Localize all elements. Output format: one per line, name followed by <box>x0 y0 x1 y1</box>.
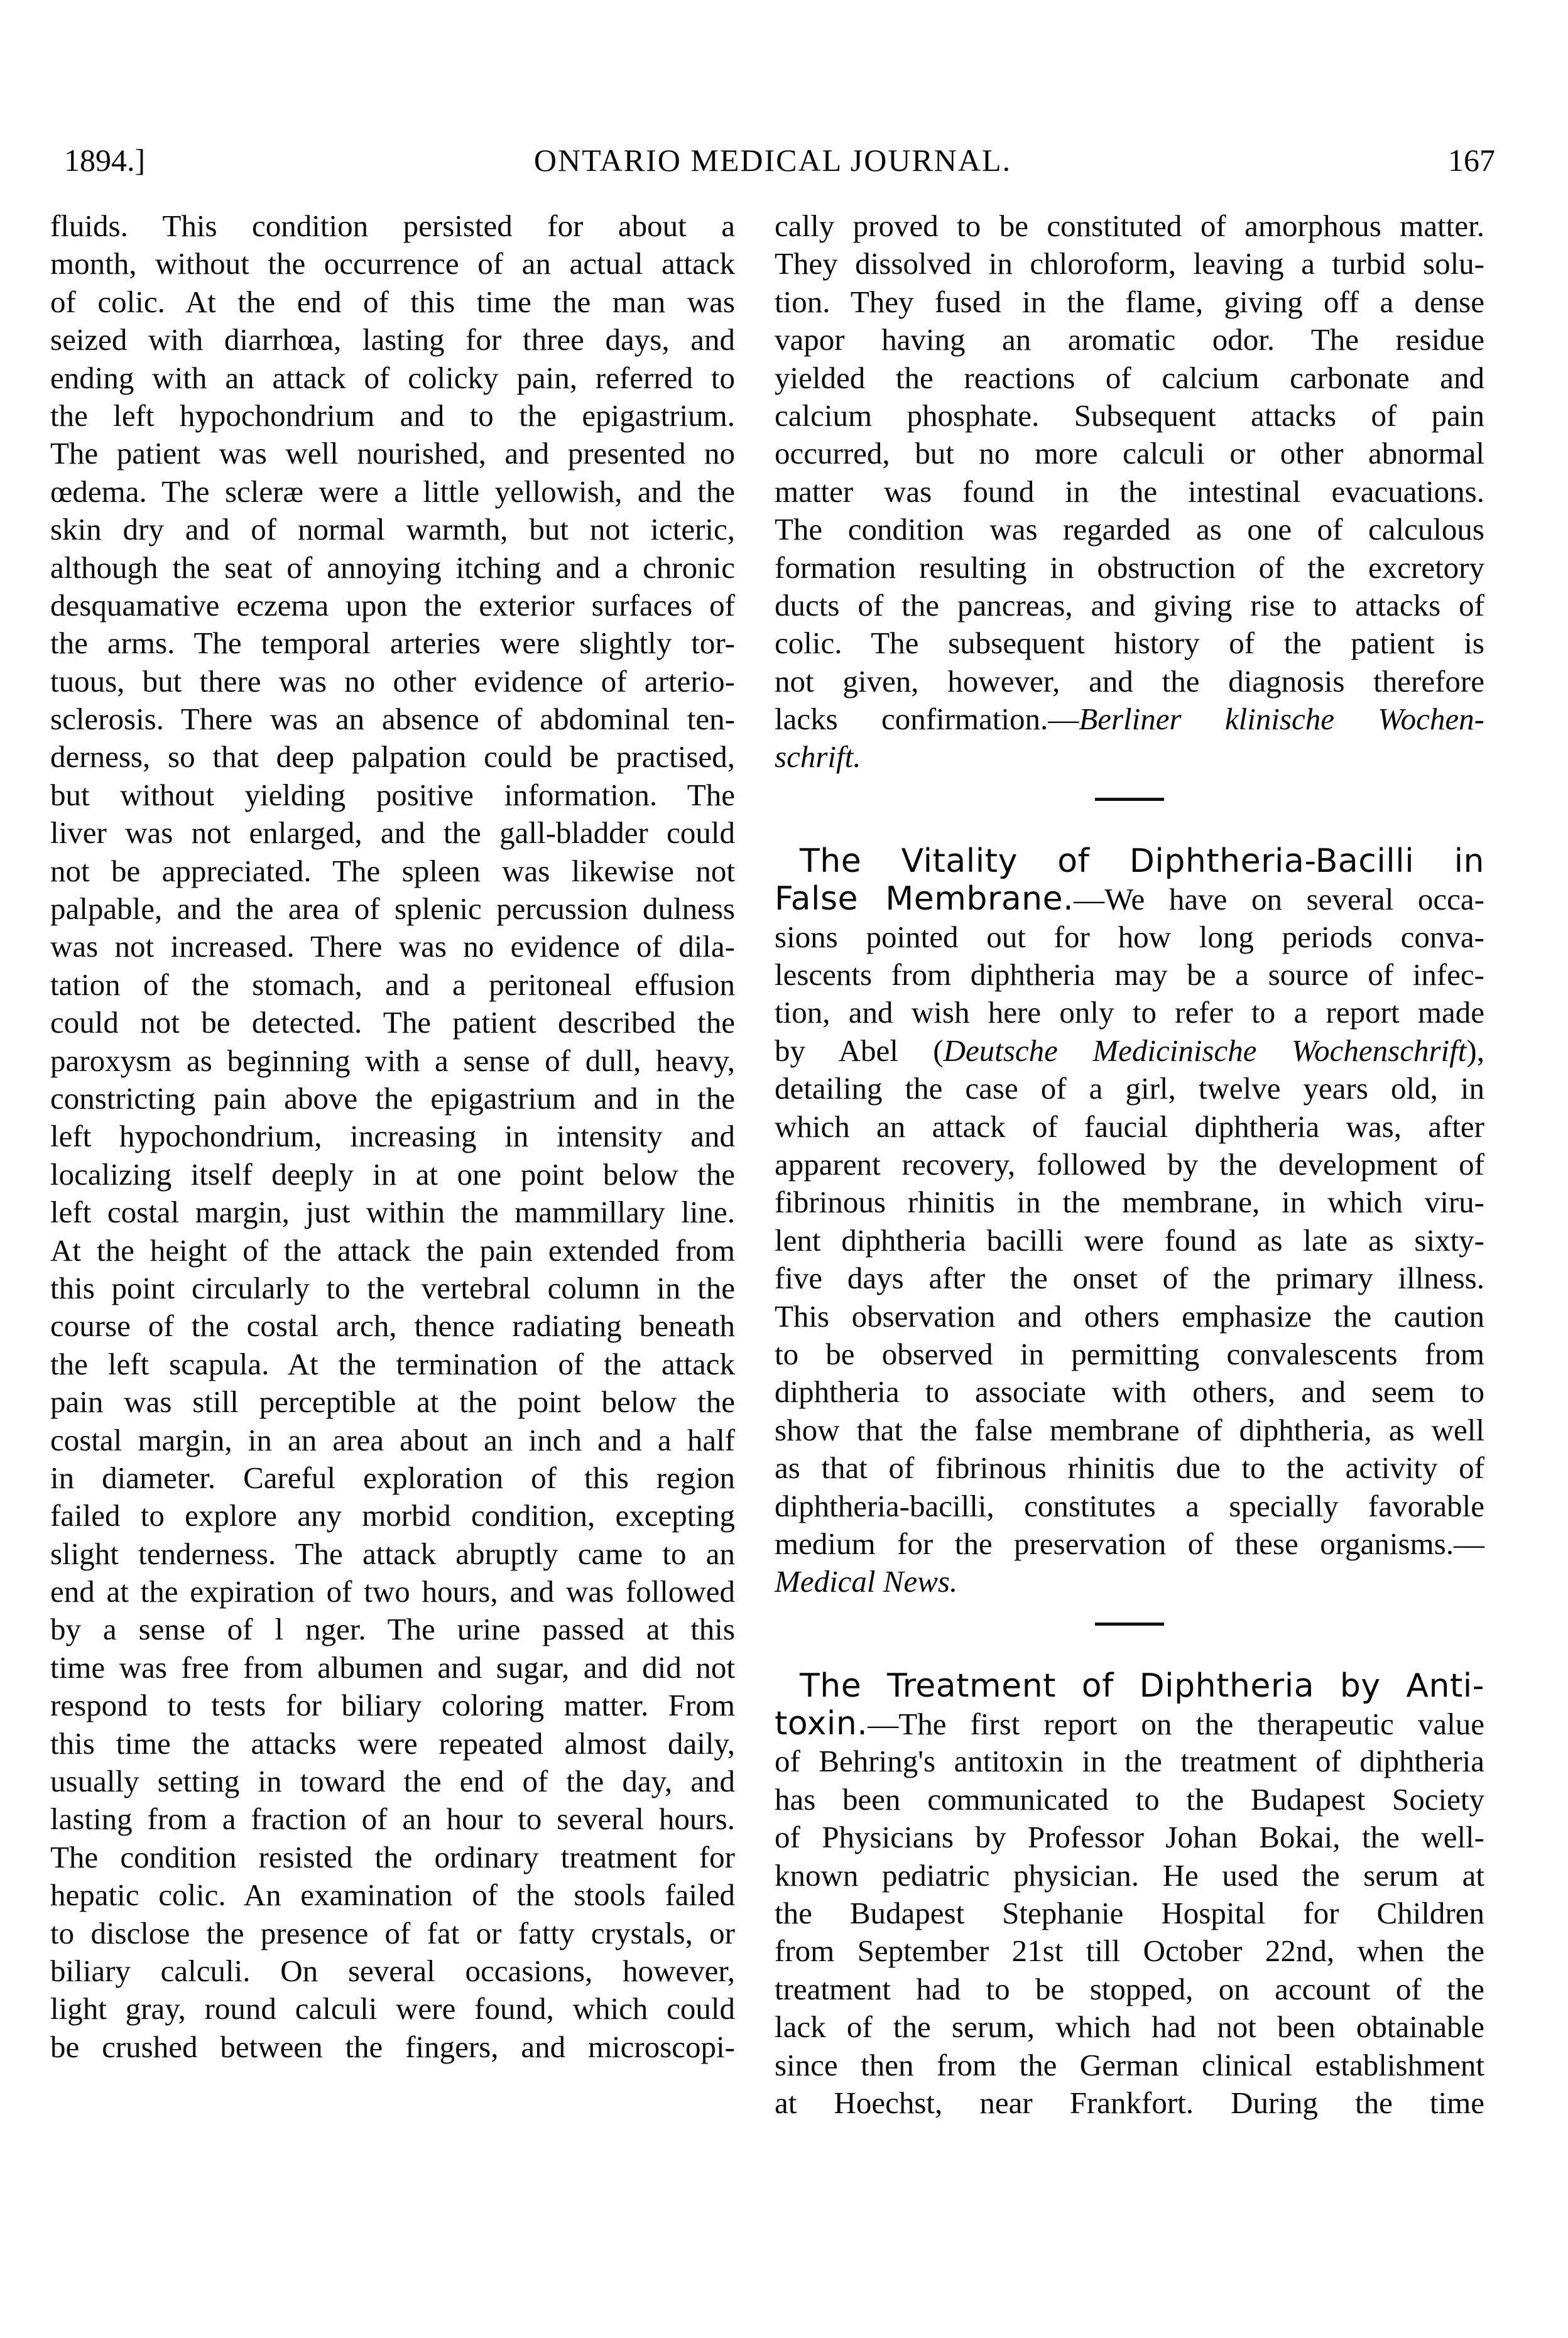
right-column <box>775 207 1484 2122</box>
text-line: since then from the German clinical establishment <box>775 2047 1484 2082</box>
text-line: The patient was well nourished, and presented no <box>50 436 735 471</box>
text-line: the left scapula. At the termination of the attack <box>50 1346 735 1381</box>
text-line: to be observed in permitting convalescents from <box>775 1336 1484 1371</box>
article-heading-line2: False Membrane.—We have on several occa- <box>775 880 1484 918</box>
citation-journal: Deutsche Medicinische Wochenschrift <box>943 1033 1467 1068</box>
article-treatment-diphtheria-antitoxin <box>775 1667 1484 2123</box>
text-line: lack of the serum, which had not been obtainable <box>775 2009 1484 2045</box>
text-line: medium for the preservation of these organisms.— <box>775 1526 1484 1561</box>
page-number: 167 <box>1448 143 1495 178</box>
text-line: sclerosis. There was an absence of abdominal ten- <box>50 702 735 737</box>
text-line: this point circularly to the vertebral column in the <box>50 1270 735 1305</box>
article-heading: The Treatment of Diphtheria by Anti- <box>800 1667 1484 1705</box>
text-line: has been communicated to the Budapest Society <box>775 1781 1484 1817</box>
running-head-title: ONTARIO MEDICAL JOURNAL. <box>533 143 1012 178</box>
text-line: matter was found in the intestinal evacuations. <box>775 474 1484 509</box>
text-line: light gray, round calculi were found, which could <box>50 1991 735 2026</box>
text-line: known pediatric physician. He used the serum at <box>775 1857 1484 1893</box>
running-head-year: 1894.] <box>64 143 146 178</box>
text-line: tion. They fused in the flame, giving off a dense <box>775 284 1484 319</box>
text-line: palpable, and the area of splenic percussion dulness <box>50 891 735 927</box>
text-line: respond to tests for biliary coloring matter. From <box>50 1688 735 1723</box>
text-line: seized with diarrhœa, lasting for three days, and <box>50 322 735 357</box>
text-line: left costal margin, just within the mammillary line. <box>50 1195 735 1230</box>
article-body <box>775 1743 1484 2122</box>
text-line: paroxysm as beginning with a sense of dull, heavy, <box>50 1043 735 1078</box>
text-line: pain was still perceptible at the point below the <box>50 1384 735 1420</box>
text-line: desquamative eczema upon the exterior surfaces of <box>50 587 735 623</box>
text-line: skin dry and of normal warmth, but not icteric, <box>50 512 735 547</box>
text-line: month, without the occurrence of an actual attack <box>50 246 735 281</box>
text-line: be crushed between the fingers, and microscopi- <box>50 2029 735 2064</box>
text-line: detailing the case of a girl, twelve years old, in <box>775 1071 1484 1106</box>
text-line: lescents from diphtheria may be a source of infec- <box>775 957 1484 992</box>
text-line: œdema. The scleræ were a little yellowish, and the <box>50 474 735 509</box>
text-line: formation resulting in obstruction of the excretory <box>775 550 1484 585</box>
text-line: The condition resisted the ordinary treatment for <box>50 1839 735 1874</box>
running-head <box>50 135 1495 185</box>
text-line: not be appreciated. The spleen was likewise not <box>50 853 735 888</box>
text-line: course of the costal arch, thence radiating beneath <box>50 1308 735 1344</box>
text-line: of Physicians by Professor Johan Bokai, the well- <box>775 1820 1484 1855</box>
text-line: cally proved to be constituted of amorphous matter. <box>775 209 1484 243</box>
article-heading-line2: toxin.—The first report on the therapeutic value <box>775 1705 1484 1743</box>
text-line: by a sense of l nger. The urine passed at this <box>50 1612 735 1647</box>
continued-article-source-end <box>775 738 1484 776</box>
text-line: treatment had to be stopped, on account of the <box>775 1971 1484 2006</box>
text-line: although the seat of annoying itching and a chronic <box>50 550 735 585</box>
text-line: fluids. This condition persisted for about a <box>50 209 735 243</box>
text-line: occurred, but no more calculi or other abnormal <box>775 436 1484 471</box>
text-line: left hypochondrium, increasing in intensity and <box>50 1119 735 1154</box>
text-line: hepatic colic. An examination of the stools failed <box>50 1878 735 1913</box>
text-line: calcium phosphate. Subsequent attacks of pain <box>775 398 1484 433</box>
text-line: diphtheria-bacilli, constitutes a specially favorable <box>775 1488 1484 1523</box>
text-line: tuous, but there was no other evidence of arterio- <box>50 663 735 699</box>
text-line: liver was not enlarged, and the gall-bladder could <box>50 815 735 851</box>
text-line: They dissolved in chloroform, leaving a turbid solu- <box>775 246 1484 281</box>
text-line: colic. The subsequent history of the patient is <box>775 626 1484 661</box>
text-line: At the height of the attack the pain extended from <box>50 1232 735 1268</box>
text-line: at Hoechst, near Frankfort. During the time <box>775 2085 1484 2120</box>
source-citation: Medical News. <box>775 1564 958 1599</box>
left-column <box>50 207 735 2066</box>
text-line: The condition was regarded as one of calculous <box>775 512 1484 547</box>
text-line: but without yielding positive information. The <box>50 777 735 812</box>
text-line: costal margin, in an area about an inch and a half <box>50 1422 735 1457</box>
section-divider <box>1095 1623 1164 1626</box>
text-line: in diameter. Careful exploration of this region <box>50 1460 735 1495</box>
text-line: the left hypochondrium and to the epigastrium. <box>50 398 735 433</box>
text-line: the arms. The temporal arteries were slightly tor- <box>50 626 735 661</box>
text-line: diphtheria to associate with others, and seem to <box>775 1374 1484 1410</box>
article-vitality-diphtheria-bacilli <box>775 842 1484 1601</box>
text-line: sions pointed out for how long periods conva- <box>775 919 1484 954</box>
article-citation-line: by Abel (Deutsche Medicinische Wochenschrift), <box>775 1033 1484 1068</box>
text-line: failed to explore any morbid condition, excepting <box>50 1498 735 1533</box>
text-line: of Behring's antitoxin in the treatment of diphtheria <box>775 1744 1484 1779</box>
text-line: fibrinous rhinitis in the membrane, in which viru- <box>775 1185 1484 1220</box>
text-line: show that the false membrane of diphtheria, as well <box>775 1412 1484 1447</box>
continued-article-source-line: lacks confirmation.—Berliner klinische Wochen- <box>775 702 1484 737</box>
text-line: tation of the stomach, and a peritoneal effusion <box>50 967 735 1002</box>
text-line: to disclose the presence of fat or fatty crystals, or <box>50 1915 735 1950</box>
text-line: this time the attacks were repeated almost daily, <box>50 1726 735 1761</box>
source-citation: Berliner klinische Wochen- <box>1079 702 1484 737</box>
section-divider <box>1095 798 1164 801</box>
text-line: the Budapest Stephanie Hospital for Children <box>775 1896 1484 1931</box>
continued-article <box>775 207 1484 700</box>
text-line: was not increased. There was no evidence of dila- <box>50 929 735 964</box>
text-line: localizing itself deeply in at one point below the <box>50 1156 735 1192</box>
article-body-continued <box>775 1070 1484 1563</box>
text-line: ending with an attack of colicky pain, referred to <box>50 360 735 395</box>
text-line: time was free from albumen and sugar, and did not <box>50 1650 735 1685</box>
text-line: as that of fibrinous rhinitis due to the activity of <box>775 1450 1484 1486</box>
text-line: not given, however, and the diagnosis therefore <box>775 663 1484 699</box>
article-source <box>775 1563 1484 1601</box>
source-citation-end: schrift. <box>775 739 861 775</box>
text-line: of colic. At the end of this time the man was <box>50 284 735 319</box>
article-heading-end: toxin. <box>775 1705 868 1743</box>
text-line: slight tenderness. The attack abruptly came to an <box>50 1536 735 1571</box>
text-line: from September 21st till October 22nd, when the <box>775 1933 1484 1969</box>
text-line: lasting from a fraction of an hour to several hours. <box>50 1802 735 1837</box>
text-line: ducts of the pancreas, and giving rise to attacks of <box>775 587 1484 623</box>
text-line: biliary calculi. On several occasions, however, <box>50 1953 735 1988</box>
text-line: vapor having an aromatic odor. The residue <box>775 322 1484 357</box>
article-heading-end: False Membrane. <box>775 880 1074 918</box>
text-line: apparent recovery, followed by the development of <box>775 1146 1484 1182</box>
text-line: usually setting in toward the end of the day, and <box>50 1764 735 1799</box>
text-line: yielded the reactions of calcium carbonate and <box>775 360 1484 395</box>
text-line: tion, and wish here only to refer to a report made <box>775 995 1484 1030</box>
text-line: five days after the onset of the primary illness. <box>775 1261 1484 1296</box>
text-line: This observation and others emphasize the caution <box>775 1298 1484 1334</box>
text-line: derness, so that deep palpation could be practised, <box>50 739 735 775</box>
article-body <box>775 918 1484 1032</box>
text-line: constricting pain above the epigastrium and in the <box>50 1080 735 1116</box>
text-line: which an attack of faucial diphtheria was, after <box>775 1109 1484 1144</box>
text-line: could not be detected. The patient described the <box>50 1005 735 1040</box>
article-heading: The Vitality of Diphtheria-Bacilli in <box>800 842 1484 880</box>
text-line: lent diphtheria bacilli were found as late as sixty- <box>775 1222 1484 1258</box>
text-line: end at the expiration of two hours, and was followed <box>50 1574 735 1609</box>
